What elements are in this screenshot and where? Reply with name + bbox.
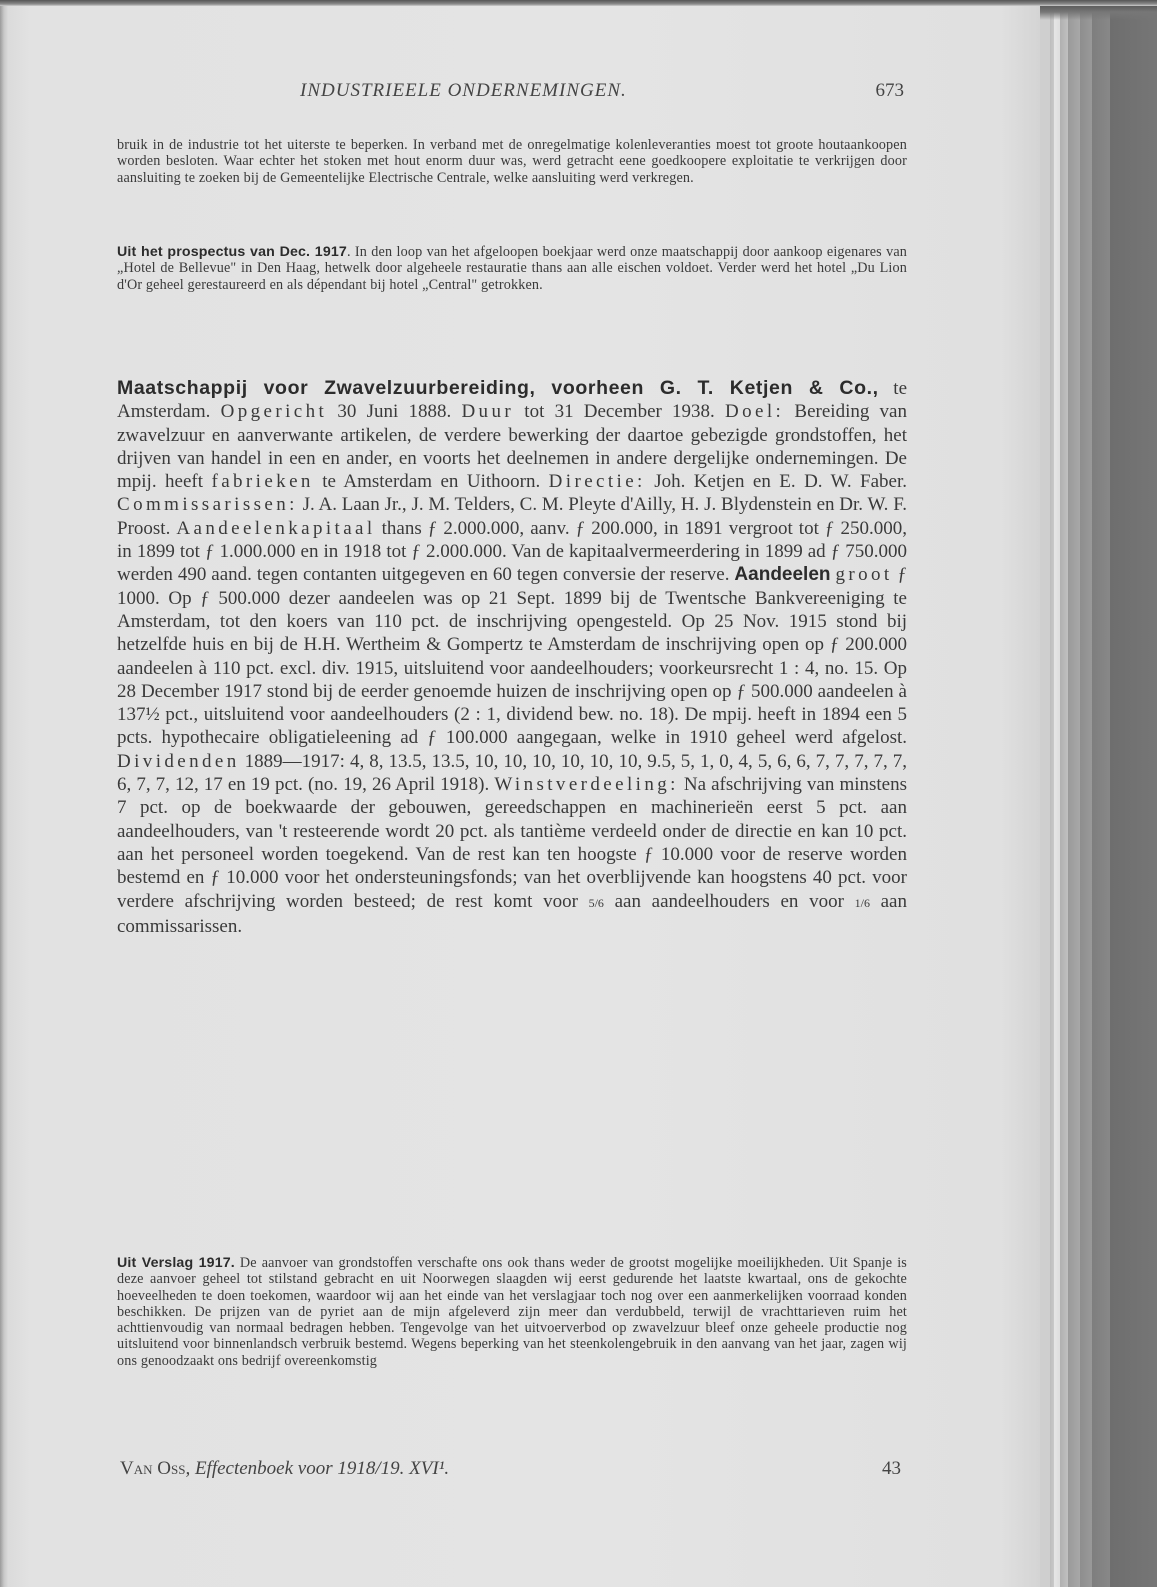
groot-label: groot (835, 564, 893, 586)
page-footer (117, 1458, 907, 1484)
opgericht-value: 30 Juni 1888. (327, 401, 462, 423)
verslag-text: De aanvoer van grondstoffen verschafte ons ook thans weder de grootst mogelijke moeilijkheden. Uit Spanje is deze aanvoer geheel tot stilstand gebracht en uit Noorwegen slaagden wij eerst gedurende het laatste kwartaal, ons de gekochte hoeveelheden te doen toekomen, waardoor wij aan het einde van het verslagjaar toch nog over een aanmerkelijken voorraad konden beschikken. De prijzen van de pyriet aan de mijn afgeleverd zijn meer dan verdubbeld, terwijl de vrachttarieven ruim het achttienvoudig van normaal bedragen hebben. Tengevolge van het uitvoerverbod op zwavelzuur bleef onze geheele productie nog uitsluitend voor binnenlandsch verbruik bestemd. Wegens beperking van het steenkolengebruik in den aanvang van het jaar, zagen wij ons genoodzaakt ons bedrijf overeenkomstig (117, 1255, 907, 1369)
footer-citation (120, 1458, 449, 1480)
verslag-heading: Uit Verslag 1917. (117, 1255, 235, 1271)
aandeelen-value: ƒ 1000. Op ƒ 500.000 dezer aandeelen was op 21 Sept. 1899 bij de Twentsche Bankvereeniging te Amsterdam, tot den koers van 110 pct. de inschrijving opengesteld. Op 25 Nov. 1915 stond bij hetzelfde huis en bij de H.H. Wertheim & Gompertz te Amsterdam de inschrijving open op ƒ 200.000 aandeelen à 110 pct. excl. div. 1915, uitsluitend voor aandeelhouders; voorkeursrecht 1 : 4, no. 15. Op 28 December 1917 stond bij de eerder genoemde huizen de inschrijving open op ƒ 500.000 aandeelen à 137½ pct., uitsluitend voor aandeelhouders (2 : 1, dividend bew. no. 18). De mpij. heeft in 1894 een 5 pcts. hypothecaire obligatieleening ad ƒ 100.000 aangegaan, welke in 1910 geheel werd afgelost. (117, 564, 908, 749)
dividenden-label: Dividenden (117, 750, 240, 772)
directie-label: Directie: (548, 471, 646, 493)
doel-label: Doel: (725, 401, 785, 423)
intro-text: bruik in de industrie tot het uiterste te beperken. In verband met de onregelmatige kolenleveranties moest tot groote houtaankoopen worden besloten. Waar echter het stoken met hout enorm duur was, werd getracht eene goedkoopere exploitatie te verkrijgen door aansluiting te zoeken bij de Gemeentelijke Electrische Centrale, welke aansluiting werd verkregen. (117, 137, 907, 186)
winstverdeeling-value-1: Na afschrijving van minstens 7 pct. op de boekwaarde der gebouwen, gereedschappen en machinerieën eerst 5 pct. aan aandeelhouders, van 't resteerende wordt 20 pct. als tantième verdeeld onder de directie en kan 10 pct. aan het personeel worden toegekend. Van de rest kan ten hoogste ƒ 10.000 voor de reserve worden bestemd en ƒ 10.000 voor het ondersteuningsfonds; van het overblijvende kan hoogstens 40 pct. voor verdere afschrijving worden besteed; de rest komt voor (117, 774, 907, 912)
intro-paragraph (117, 137, 907, 186)
dividenden-value: 1889—1917: 4, 8, 13.5, 13.5, 10, 10, 10, 10, 10, 10, 9.5, 5, 1, 0, 4, 5, 6, 6, 7, 7, 7, 7, 7, 6, 7, 7, 12, 17 en 19 pct. (no. 19, 26 April 1918). (117, 750, 907, 796)
duur-value: tot 31 December 1938. (514, 401, 725, 423)
book-page-edges (1040, 0, 1157, 1587)
winstverdeeling-label: Winstverdeeling: (494, 774, 679, 796)
company-entry (117, 377, 907, 938)
running-head: INDUSTRIEELE ONDERNEMINGEN. (300, 80, 627, 101)
page-left-edge (0, 0, 8, 1587)
duur-label: Duur (461, 401, 515, 423)
prospectus-text: . In den loop van het afgeloopen boekjaar werd onze maatschappij door aankoop eigenares van „Hotel de Bellevue" in Den Haag, hetwelk door algeheele restauratie thans aan alle eischen voldoet. Verder werd het hotel „Du Lion d'Or geheel gerestaureerd en als dépendant bij hotel „Central" getrokken. (117, 244, 908, 293)
kapitaal-label: Aandeelenkapitaal (176, 517, 376, 539)
opgericht-label: Opgericht (220, 401, 328, 423)
company-location: te Amsterdam. (117, 378, 908, 423)
fabrieken-label: fabrieken (211, 471, 314, 493)
verslag-paragraph (117, 1255, 907, 1369)
footer-signature: 43 (882, 1458, 901, 1479)
commissarissen-label: Commissarissen: (117, 494, 298, 516)
page-number: 673 (875, 80, 904, 101)
fabrieken-value: te Amsterdam en Uithoorn. (313, 471, 549, 493)
fraction-one-sixth: 1/6 (854, 895, 870, 910)
footer-volume: XVI¹. (404, 1458, 450, 1479)
fraction-five-sixths: 5/6 (588, 895, 604, 910)
commissarissen-value: J. A. Laan Jr., J. M. Telders, C. M. Pleyte d'Ailly, H. J. Blydenstein en Dr. W. F. Proost. (117, 494, 907, 539)
footer-author: Van Oss (120, 1458, 186, 1479)
footer-title: , Effectenboek voor 1918/19. (185, 1458, 405, 1479)
page-top-edge (0, 0, 1157, 6)
page-header (160, 80, 902, 104)
directie-value: Joh. Ketjen en E. D. W. Faber. (645, 471, 908, 493)
prospectus-heading: Uit het prospectus van Dec. 1917 (117, 244, 347, 260)
prospectus-paragraph (117, 244, 907, 293)
kapitaal-value: thans ƒ 2.000.000, aanv. ƒ 200.000, in 1891 vergroot tot ƒ 250.000, in 1899 tot ƒ 1.000.000 en in 1918 tot ƒ 2.000.000. Van de kapitaalvermeerdering in 1899 ad ƒ 750.000 werden 490 aand. tegen contanten uitgegeven en 60 tegen conversie der reserve. (117, 517, 907, 586)
winstverdeeling-value-2: aan aandeelhouders en voor (603, 890, 855, 912)
winstverdeeling-value-3: aan commissarissen. (117, 890, 907, 937)
company-name: Maatschappij voor Zwavelzuurbereiding, voorheen G. T. Ketjen & Co., (117, 377, 879, 399)
aandeelen-label: Aandeelen (734, 564, 831, 586)
doel-value: Bereiding van zwavelzuur en aanverwante artikelen, de verdere bewerking der daartoe gebezigde grondstoffen, het drijven van handel in een en ander, en voorts het deelnemen in andere dergelijke ondernemingen. De mpij. heeft (117, 401, 907, 493)
